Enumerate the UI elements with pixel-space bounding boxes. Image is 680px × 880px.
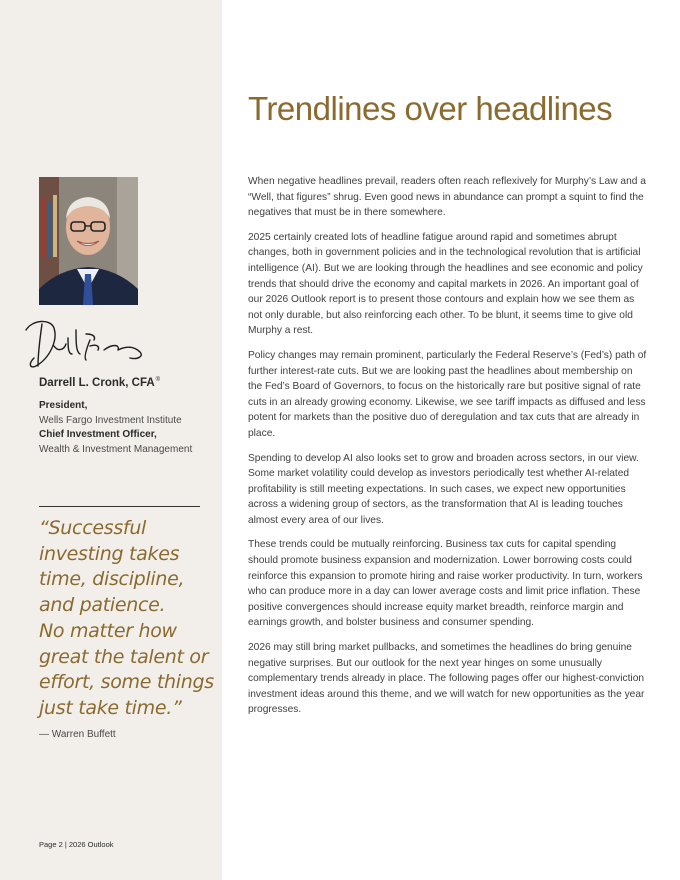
registered-mark: ®	[155, 377, 161, 383]
role-cio: Chief Investment Officer,	[39, 429, 157, 440]
author-roles	[39, 399, 219, 457]
body-paragraph: 2025 certainly created lots of headline fatigue around rapid and sometimes abrupt changes, both in government policies and in the technological revolution that is artificial intelligence (AI). But we are looking through the headlines and see economic and policy trends that should drive the economy and capital markets in 2026. An important goal of our 2026 Outlook report is to present those contours and explain how we see them as not only durable, but also reinforcing each other. To be blunt, it seems time to give old Murphy a rest.	[248, 231, 643, 337]
portrait-image	[39, 177, 138, 305]
role-cio-org: Wealth & Investment Management	[39, 443, 193, 455]
quote-divider	[39, 506, 200, 507]
author-signature	[20, 316, 148, 374]
role-president: President,	[39, 400, 88, 411]
page-title: Trendlines over headlines	[248, 90, 613, 127]
body-paragraph: When negative headlines prevail, readers often reach reflexively for Murphy’s Law and a “Well, that figures” shrug. Even good news in abundance can prompt a squint to find the negatives that must be in there somewhere.	[248, 176, 646, 219]
page-footer: Page 2 | 2026 Outlook	[39, 840, 114, 849]
quote-attribution: — Warren Buffett	[39, 729, 116, 740]
pull-quote: “Successful investing takes time, discipline, and patience. No matter how great the talent or effort, some things just take time.”	[39, 517, 214, 719]
article-body	[248, 174, 648, 727]
author-name-text: Darrell L. Cronk, CFA	[39, 377, 155, 389]
body-paragraph: These trends could be mutually reinforcing. Business tax cuts for capital spending should promote business expansion and modernization. Lower borrowing costs could reinforce this expansion to promote hiring and raise worker productivity. In turn, workers who can produce more in a day can lower average costs and limit price inflation. These positive convergences should increase equity market breadth, reinforce margin and earnings growth, and bolster business and consumer spending.	[248, 539, 643, 629]
body-paragraph: Spending to develop AI also looks set to grow and broaden across sectors, in our view. Some market volatility could develop as investors periodically test whether AI-related profitability is still meeting expectations. In such cases, we expect new opportunities across a widening group of sectors, as the transformation that AI is leading touches almost every area of our lives.	[248, 452, 639, 526]
author-portrait	[39, 177, 138, 305]
body-paragraph: Policy changes may remain prominent, particularly the Federal Reserve’s (Fed’s) path of further interest-rate cuts. But we are looking past the headlines about membership on the Fed’s Board of Governors, to focus on the historically rare but positive signal of rate cuts in an already growing economy. Likewise, we see tariff impacts as diffused and less potent for markets than the positive duo of deregulation and tax cuts that are already in place.	[248, 349, 647, 439]
author-name	[39, 377, 160, 389]
role-president-org: Wells Fargo Investment Institute	[39, 414, 182, 426]
body-paragraph: 2026 may still bring market pullbacks, and sometimes the headlines do bring genuine negative surprises. But our outlook for the next year hinges on some unusually complementary trends already in place. The following pages offer our highest-conviction investment ideas around this theme, and we will watch for new opportunities as the year progresses.	[248, 642, 645, 716]
sidebar	[0, 0, 222, 880]
